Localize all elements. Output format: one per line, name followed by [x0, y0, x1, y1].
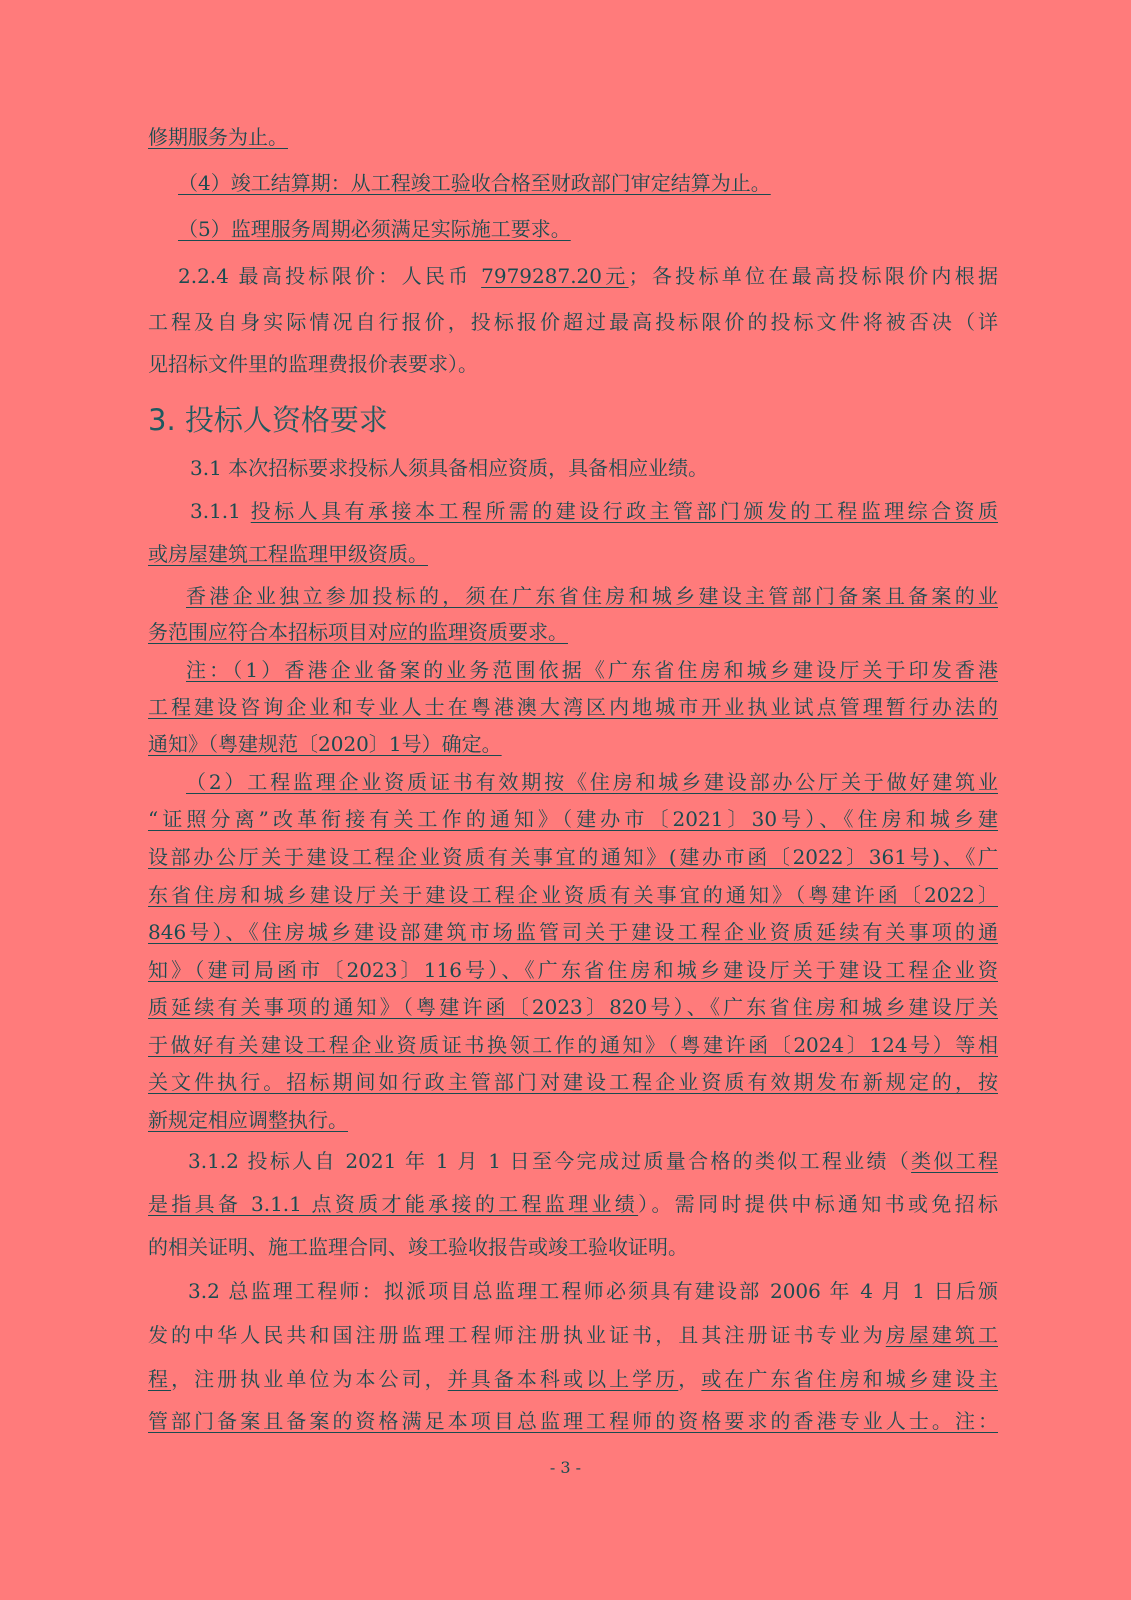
- text-line: [148, 449, 998, 487]
- text-line: [148, 535, 998, 573]
- text-line: [148, 651, 998, 689]
- underlined-text: 并具备本科或以上学历: [447, 1367, 679, 1391]
- underlined-text: 知》（建司局函市〔2023〕116号）、《广东省住房和城乡建设厅关于建设工程企业资: [148, 958, 998, 982]
- text-line: [148, 1142, 998, 1180]
- underlined-text: “证照分离”改革衔接有关工作的通知》（建办市〔2021〕30号）、《住房和城乡建: [148, 807, 998, 831]
- text-line: [148, 951, 998, 989]
- text-line: [148, 577, 998, 615]
- section-heading: 3. 投标人资格要求: [148, 403, 388, 437]
- text-run: 2.2.4 最高投标限价：人民币: [178, 264, 482, 288]
- underlined-text: 房屋建筑工: [885, 1323, 998, 1347]
- text-line: [148, 1272, 998, 1310]
- text-line: [148, 1185, 998, 1223]
- text-run: 3.1.1: [190, 499, 251, 523]
- underlined-text: 于做好有关建设工程企业资质证书换领工作的通知》（粤建许函〔2024〕124号）等相: [148, 1033, 998, 1057]
- text-line: [148, 257, 998, 295]
- text-line: [148, 1026, 998, 1064]
- underlined-text: （5）监理服务周期必须满足实际施工要求。: [178, 217, 571, 241]
- text-line: [148, 688, 998, 726]
- text-run: 的相关证明、施工监理合同、竣工验收报告或竣工验收证明。: [148, 1235, 688, 1259]
- text-line: [148, 725, 998, 763]
- underlined-text: 设部办公厅关于建设工程企业资质有关事宜的通知》(建办市函〔2022〕361号)、《广: [148, 845, 998, 869]
- text-run: ，: [678, 1367, 702, 1391]
- text-line: [148, 1316, 998, 1354]
- text-line: [148, 118, 998, 156]
- underlined-text: 注：（1）香港企业备案的业务范围依据《广东省住房和城乡建设厅关于印发香港: [186, 658, 998, 682]
- underlined-text: （4）竣工结算期：从工程竣工验收合格至财政部门审定结算为止。: [178, 171, 771, 195]
- underlined-text: 东省住房和城乡建设厅关于建设工程企业资质有关事宜的通知》（粤建许函〔2022〕: [148, 883, 998, 907]
- underlined-text: 管部门备案且备案的资格满足本项目总监理工程师的资格要求的香港专业人士。注：: [148, 1409, 998, 1433]
- underlined-text: 846号）、《住房城乡建设部建筑市场监管司关于建设工程企业资质延续有关事项的通: [148, 920, 998, 944]
- text-line: [148, 210, 998, 248]
- underlined-text: 修期服务为止。: [148, 125, 288, 149]
- underlined-text: （2）工程监理企业资质证书有效期按《住房和城乡建设部办公厅关于做好建筑业: [186, 770, 998, 794]
- underlined-text: 或房屋建筑工程监理甲级资质。: [148, 542, 428, 566]
- text-line: [148, 763, 998, 801]
- text-line: [148, 1402, 998, 1440]
- underlined-text: 投标人具有承接本工程所需的建设行政主管部门颁发的工程监理综合资质: [250, 499, 998, 523]
- underlined-text: 质延续有关事项的通知》（粤建许函〔2023〕820号）、《广东省住房和城乡建设厅关: [148, 995, 998, 1019]
- text-run: 3.1.2 投标人自 2021 年 1 月 1 日至今完成过质量合格的类似工程业绩（: [188, 1149, 912, 1173]
- underlined-text: 通知》（粤建规范〔2020〕1号）确定。: [148, 732, 502, 756]
- underlined-text: 香港企业独立参加投标的，须在广东省住房和城乡建设主管部门备案且备案的业: [186, 584, 998, 608]
- text-line: [148, 492, 998, 530]
- text-run: 3.2 总监理工程师：拟派项目总监理工程师必须具有建设部 2006 年 4 月 1 日后颁: [188, 1279, 998, 1303]
- text-line: [148, 164, 998, 202]
- text-line: [148, 303, 998, 341]
- text-run: 工程及自身实际情况自行报价，投标报价超过最高投标限价的投标文件将被否决（详: [148, 310, 998, 334]
- text-line: [148, 913, 998, 951]
- underlined-text: 新规定相应调整执行。: [148, 1108, 348, 1132]
- text-line: [148, 1360, 998, 1398]
- underlined-text: 务范围应符合本招标项目对应的监理资质要求。: [148, 620, 568, 644]
- text-line: [148, 345, 998, 383]
- text-line: [148, 1063, 998, 1101]
- text-run: 见招标文件里的监理费报价表要求）。: [148, 352, 478, 376]
- text-line: [148, 988, 998, 1026]
- underlined-text: 7979287.20元: [481, 264, 629, 288]
- underlined-text: 程: [148, 1367, 172, 1391]
- text-line: [148, 838, 998, 876]
- text-run: ）。需同时提供中标通知书或免招标: [638, 1192, 998, 1216]
- text-line: [148, 1228, 998, 1266]
- text-line: [148, 1101, 998, 1139]
- underlined-text: 或在广东省住房和城乡建设主: [701, 1367, 998, 1391]
- underlined-text: 关文件执行。招标期间如行政主管部门对建设工程企业资质有效期发布新规定的，按: [148, 1070, 998, 1094]
- underlined-text: 工程建设咨询企业和专业人士在粤港澳大湾区内地城市开业执业试点管理暂行办法的: [148, 695, 998, 719]
- text-run: ；各投标单位在最高投标限价内根据: [628, 264, 998, 288]
- text-run: 发的中华人民共和国注册监理工程师注册执业证书，且其注册证书专业为: [148, 1323, 886, 1347]
- underlined-text: 类似工程: [911, 1149, 998, 1173]
- text-line: [148, 613, 998, 651]
- text-run: ，注册执业单位为本公司，: [171, 1367, 448, 1391]
- text-line: [148, 876, 998, 914]
- underlined-text: 是指具备 3.1.1 点资质才能承接的工程监理业绩: [148, 1192, 639, 1216]
- text-line: [148, 800, 998, 838]
- text-run: 3.1 本次招标要求投标人须具备相应资质，具备相应业绩。: [190, 456, 709, 480]
- page-number: - 3 -: [549, 1458, 582, 1477]
